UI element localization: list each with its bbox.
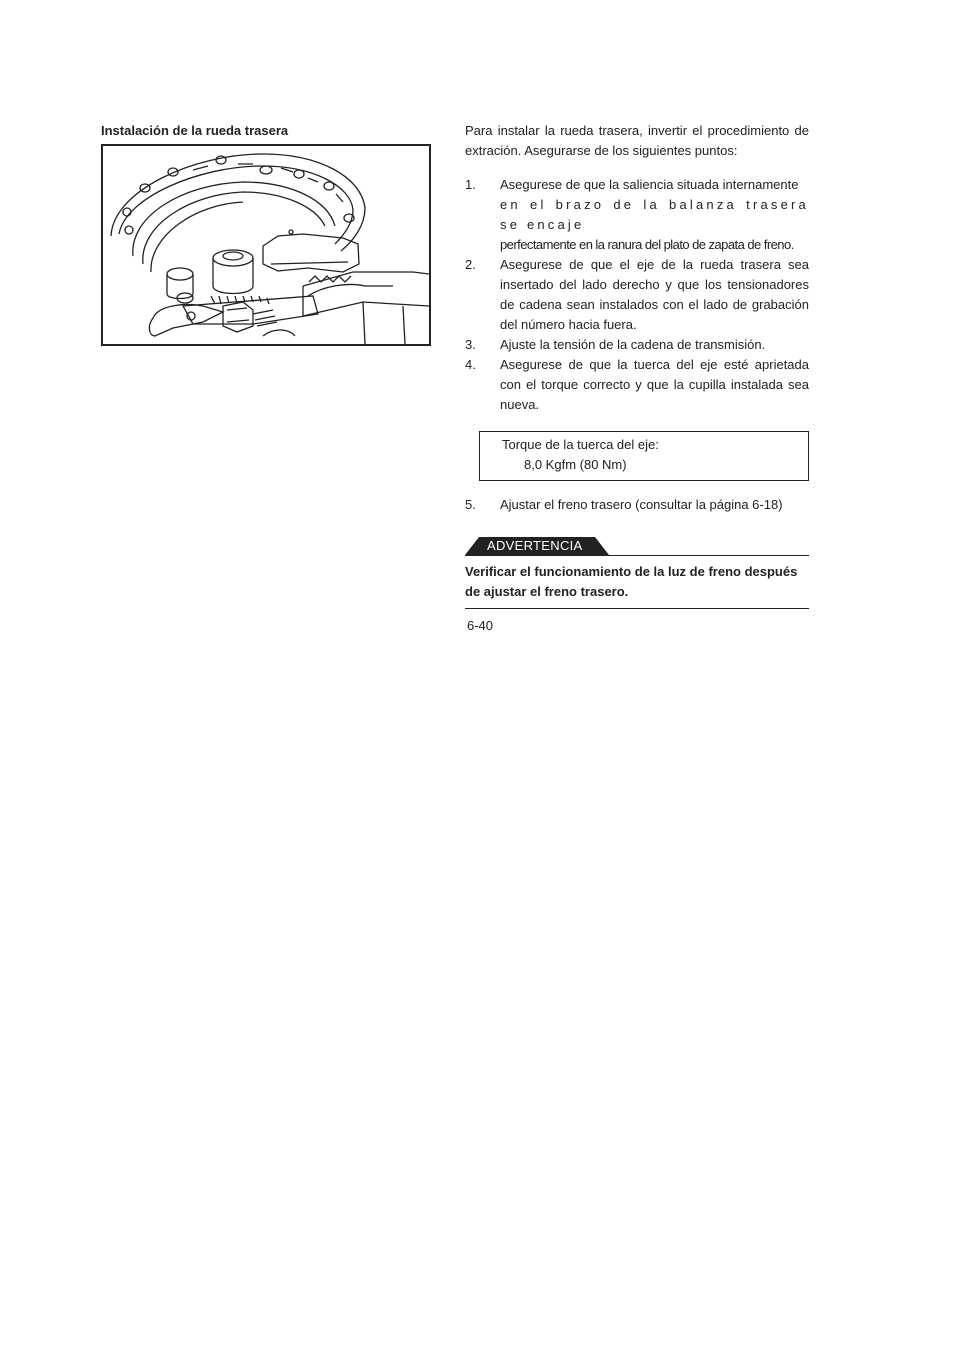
step-text: Asegurese de que el eje de la rueda trasera sea insertado del lado derecho y que los tensionadores de cadena sean instalados con el lado de grabación del número hacia fuera. [500, 257, 809, 332]
step-number: 4. [465, 357, 476, 372]
step-number: 2. [465, 257, 476, 272]
spec-label: Torque de la tuerca del eje: [502, 437, 659, 452]
warning-tag: ADVERTENCIA [479, 537, 595, 555]
wheel-hub-drawing [103, 146, 429, 344]
list-item [465, 175, 809, 255]
torque-spec-box [479, 431, 809, 481]
step-number: 5. [465, 497, 476, 512]
step-text: Ajustar el freno trasero (consultar la página 6-18) [500, 497, 783, 512]
list-item [465, 335, 809, 355]
right-column [465, 121, 809, 609]
list-item [465, 355, 809, 415]
step-text: Ajuste la tensión de la cadena de transmisión. [500, 337, 766, 352]
warning-block [465, 535, 809, 609]
left-column [101, 122, 433, 346]
warning-text: Verificar el funcionamiento de la luz de freno después de ajustar el freno trasero. [465, 556, 809, 609]
step-number: 3. [465, 337, 476, 352]
rear-wheel-illustration [101, 144, 431, 346]
step-text-line: Asegurese de que la saliencia situada internamente [500, 177, 799, 192]
page-number: 6-40 [466, 618, 494, 633]
spec-value: 8,0 Kgfm (80 Nm) [524, 457, 627, 472]
warning-header [465, 535, 809, 556]
intro-paragraph: Para instalar la rueda trasera, invertir el procedimiento de extración. Asegurarse de los siguientes puntos: [465, 123, 809, 158]
step-text-line: en el brazo de la balanza trasera se encaje [500, 197, 809, 232]
step-number: 1. [465, 177, 476, 192]
list-item [465, 495, 809, 515]
section-title: Instalación de la rueda trasera [101, 123, 289, 138]
step-text-line: perfectamente en la ranura del plato de zapata de freno. [500, 237, 794, 252]
list-item [465, 255, 809, 335]
step-text: Asegurese de que la tuerca del eje esté aprietada con el torque correcto y que la cupilla instalada sea nueva. [500, 357, 809, 412]
installation-steps [465, 175, 809, 415]
